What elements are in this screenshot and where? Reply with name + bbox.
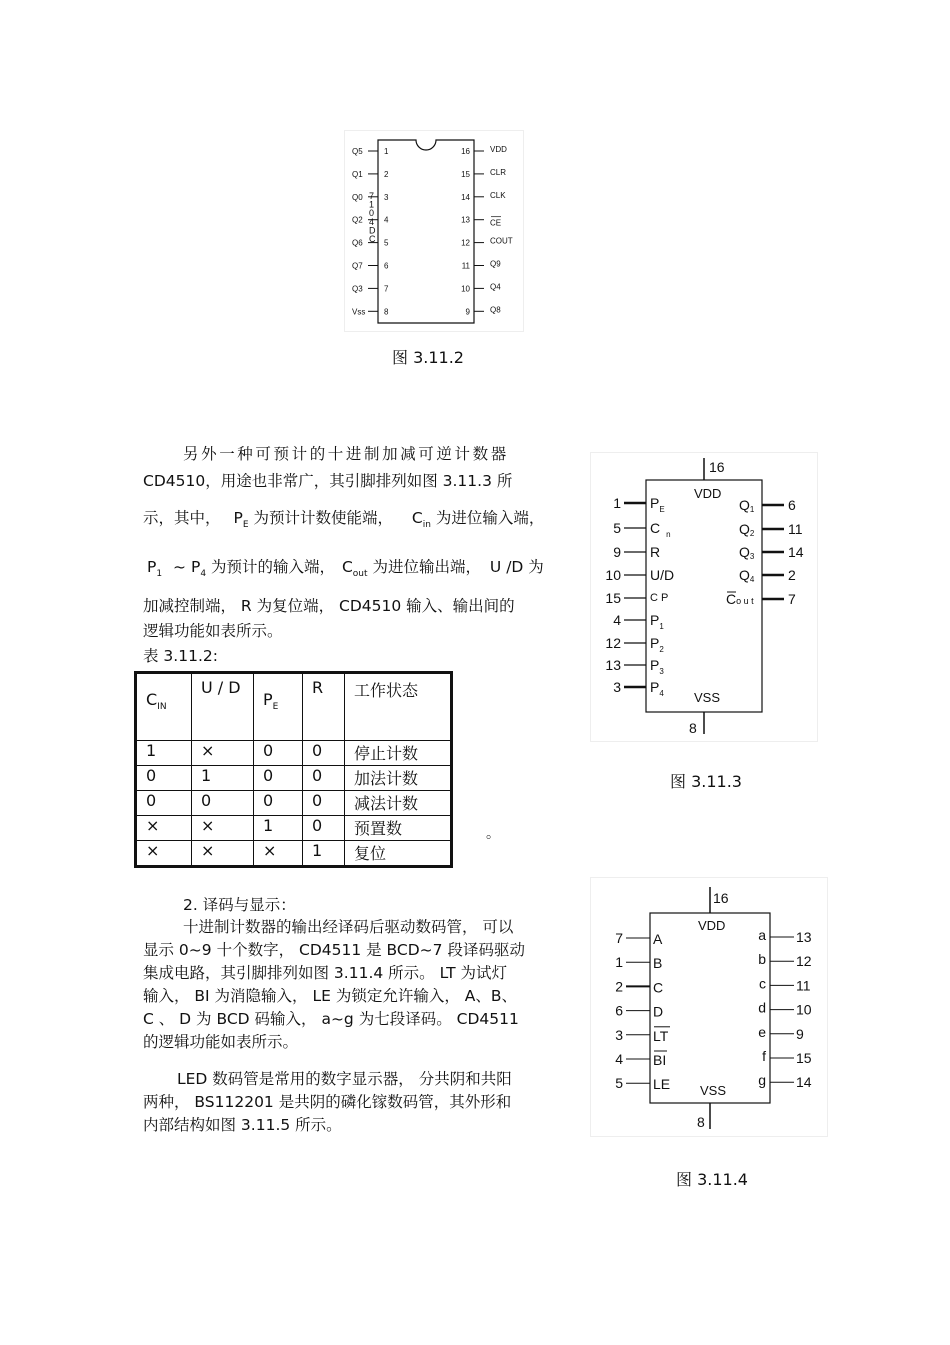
vdd-pin-number: 16 bbox=[709, 459, 725, 475]
ud-symbol: U /D bbox=[489, 558, 524, 576]
table-row bbox=[136, 741, 452, 766]
paragraph-line-1: 另外一种可预计的十进制加减可逆计数器 bbox=[183, 445, 509, 463]
chip-label-char: 0 bbox=[369, 208, 375, 219]
pin-label: B bbox=[653, 955, 663, 972]
figure-3-11-2-caption: 图 3.11.2 bbox=[392, 348, 464, 367]
paragraph-line-3 bbox=[143, 506, 544, 530]
table-cell: × bbox=[192, 741, 254, 766]
pin-label: R bbox=[650, 544, 661, 560]
stray-mark: 。 bbox=[486, 826, 500, 842]
pin-number: 3 bbox=[384, 192, 389, 202]
chip-label-char: 4 bbox=[369, 216, 375, 227]
pin-number: 1 bbox=[615, 954, 623, 971]
table-cell: 减法计数 bbox=[345, 791, 452, 816]
table-cell: 停止计数 bbox=[345, 741, 452, 766]
table-cell: 预置数 bbox=[345, 816, 452, 841]
p1-line: 集成电路，其引脚排列如图 3.11.4 所示。 LT 为试灯 bbox=[143, 964, 507, 982]
pin-name: Q3 bbox=[352, 284, 363, 294]
table-body bbox=[136, 741, 452, 867]
table-cell: 0 bbox=[303, 791, 345, 816]
pin-number: 14 bbox=[788, 544, 804, 560]
pin-number: 14 bbox=[796, 1074, 812, 1091]
figure-3-11-4-diagram bbox=[590, 877, 828, 1137]
pin-number: 10 bbox=[605, 567, 621, 583]
table-cell: 复位 bbox=[345, 841, 452, 867]
pin-number: 8 bbox=[384, 307, 389, 317]
pin-label: LT bbox=[653, 1027, 669, 1044]
table-cell: 1 bbox=[303, 841, 345, 867]
pin-number: 12 bbox=[461, 238, 470, 248]
table-cell: 0 bbox=[254, 766, 303, 791]
table-cell: × bbox=[254, 841, 303, 867]
p4-symbol: $P_4$ bbox=[190, 558, 207, 580]
table-cell: 0 bbox=[303, 816, 345, 841]
figure-3-11-4-caption: 图 3.11.4 bbox=[676, 1170, 748, 1189]
pin-name: Q1 bbox=[352, 169, 363, 179]
header-r: R bbox=[303, 673, 345, 741]
figure-3-11-2-diagram bbox=[344, 130, 524, 332]
pin-number: 11 bbox=[461, 261, 470, 271]
pin-label: b bbox=[758, 951, 766, 968]
p1-line: 输入， BI 为消隐输入， LE 为锁定允许输入， A、B、 bbox=[143, 987, 518, 1005]
p2-line: LED 数码管是常用的数字显示器， 分共阴和共阳 bbox=[177, 1070, 512, 1088]
cin-symbol: $C_{in}$ bbox=[411, 509, 431, 531]
pin-name: Q8 bbox=[490, 305, 501, 315]
table-cell: 0 bbox=[303, 741, 345, 766]
pin-number: 4 bbox=[613, 612, 621, 628]
pin-label: c bbox=[759, 975, 766, 992]
p2-line: 内部结构如图 3.11.5 所示。 bbox=[143, 1116, 342, 1134]
pin-number: 4 bbox=[384, 215, 389, 225]
p1-symbol: $P_1$ bbox=[147, 558, 163, 580]
vss-label: VSS bbox=[700, 1083, 727, 1098]
pin-number: 5 bbox=[613, 520, 621, 536]
table-cell: 1 bbox=[136, 741, 192, 766]
pin-name: Q5 bbox=[352, 147, 363, 156]
chip-label bbox=[369, 191, 376, 244]
paragraph-line-4 bbox=[147, 555, 544, 579]
pin-number: 7 bbox=[615, 930, 623, 946]
table-cell: 0 bbox=[136, 791, 192, 816]
line-3-text-c: 为进位输入端， bbox=[435, 509, 545, 527]
pin-number: 1 bbox=[384, 147, 389, 156]
pin-label: g bbox=[758, 1072, 766, 1089]
pin-number: 7 bbox=[788, 591, 796, 607]
table-cell: 1 bbox=[254, 816, 303, 841]
pin-label: $P_4$ bbox=[650, 679, 664, 698]
pin-number: 13 bbox=[461, 215, 470, 225]
pin-name: Q6 bbox=[352, 238, 363, 248]
logic-function-table bbox=[134, 671, 453, 868]
pin-label: Q1 bbox=[739, 497, 755, 514]
pin-number: 15 bbox=[461, 169, 470, 179]
right-pin-group bbox=[758, 927, 812, 1090]
pin-number: 10 bbox=[796, 1001, 812, 1018]
pin-number: 6 bbox=[788, 497, 796, 513]
pin-name: Q9 bbox=[490, 259, 501, 269]
right-pin-group bbox=[726, 497, 804, 607]
pin-number: 15 bbox=[605, 590, 621, 606]
pin-label: $P_3$ bbox=[650, 657, 664, 676]
pin-number: 5 bbox=[384, 238, 389, 248]
pin-label: Q2 bbox=[739, 521, 755, 538]
pin-label: C $_n$ bbox=[650, 520, 671, 539]
pin-label: $P_E$ bbox=[650, 495, 665, 514]
header-ud: U / D bbox=[192, 673, 254, 741]
table-header-row bbox=[136, 673, 452, 741]
pin-number: 6 bbox=[615, 1002, 623, 1019]
pin-number: 11 bbox=[788, 521, 803, 537]
table-row bbox=[136, 791, 452, 816]
vss-pin-number: 8 bbox=[689, 720, 697, 736]
table-cell: 0 bbox=[192, 791, 254, 816]
chip-label-char: 7 bbox=[369, 191, 375, 201]
pin-number: 14 bbox=[461, 192, 470, 202]
vdd-label: VDD bbox=[694, 486, 722, 501]
pin-label: a bbox=[758, 927, 766, 943]
pin-label: Q4 bbox=[739, 567, 755, 584]
table-row bbox=[136, 841, 452, 867]
paragraph-line-5: 加减控制端， R 为复位端， CD4510 输入、输出间的 bbox=[143, 597, 515, 615]
left-pin-group bbox=[615, 930, 670, 1092]
pin-number: 4 bbox=[615, 1051, 623, 1067]
table-cell: 加法计数 bbox=[345, 766, 452, 791]
pin-name: Q4 bbox=[490, 282, 501, 292]
pin-number: 2 bbox=[788, 567, 796, 583]
pin-number: 12 bbox=[605, 635, 621, 651]
pin-number: 2 bbox=[615, 978, 623, 995]
pin-label: $P_2$ bbox=[650, 635, 664, 654]
p2-line: 两种， BS112201 是共阴的磷化镓数码管，其外形和 bbox=[143, 1093, 512, 1111]
pin-number: 10 bbox=[461, 284, 470, 294]
pin-label: f bbox=[762, 1048, 766, 1064]
pin-number: 13 bbox=[796, 929, 812, 945]
pin-name: Q2 bbox=[352, 215, 363, 225]
header-pe: $P_E$ bbox=[254, 673, 303, 741]
pin-label: e bbox=[758, 1023, 766, 1040]
pin-number: 12 bbox=[796, 953, 812, 970]
chip-label-char: D bbox=[369, 225, 376, 236]
tilde: ~ bbox=[173, 558, 187, 576]
pin-number: 13 bbox=[605, 657, 621, 673]
chip-body bbox=[650, 913, 770, 1103]
pin-number: 16 bbox=[461, 147, 470, 156]
pin-label: d bbox=[758, 999, 766, 1016]
left-pin-group bbox=[605, 495, 674, 698]
table-cell: 0 bbox=[254, 741, 303, 766]
p1-line: C 、 D 为 BCD 码输入， a~g 为七段译码。 CD4511 bbox=[143, 1010, 519, 1028]
pin-name: Q0 bbox=[352, 192, 363, 202]
section-2-heading: 2. 译码与显示： bbox=[183, 896, 296, 914]
pin-name: VDD bbox=[490, 145, 507, 154]
vdd-label: VDD bbox=[698, 918, 726, 933]
pin-label: Q3 bbox=[739, 544, 755, 561]
section-2-paragraph-1 bbox=[143, 916, 575, 1054]
p1-line: 十进制计数器的输出经译码后驱动数码管， 可以 bbox=[183, 918, 514, 936]
p1-line: 的逻辑功能如表所示。 bbox=[143, 1033, 299, 1051]
chip-body bbox=[378, 140, 474, 323]
pin-label: C bbox=[653, 979, 664, 996]
table-caption: 表 3.11.2: bbox=[143, 647, 218, 665]
cout-symbol: $C_{out}$ bbox=[341, 558, 368, 580]
table-row bbox=[136, 816, 452, 841]
pin-name: Vss bbox=[352, 307, 366, 317]
vss-pin-number: 8 bbox=[697, 1114, 705, 1130]
pin-name: COUT bbox=[490, 236, 513, 246]
pin-number: 9 bbox=[465, 307, 470, 317]
p1-line: 显示 0~9 十个数字， CD4511 是 BCD~7 段译码驱动 bbox=[143, 941, 525, 959]
pin-label: BI bbox=[653, 1052, 667, 1068]
pin-name: CLR bbox=[490, 167, 507, 177]
table-row bbox=[136, 766, 452, 791]
pin-name: CE bbox=[490, 218, 502, 228]
pe-symbol: $P_E$ bbox=[233, 509, 249, 531]
chip-label-char: 1 bbox=[369, 199, 375, 210]
line-4-text-b: 为进位输出端， bbox=[372, 558, 481, 576]
pin-name: CLK bbox=[490, 190, 506, 200]
pin-number: 15 bbox=[796, 1050, 812, 1066]
pin-number: 5 bbox=[615, 1075, 623, 1092]
vdd-pin-number: 16 bbox=[713, 890, 729, 906]
vss-label: VSS bbox=[694, 690, 721, 705]
line-3-text-b: 为预计计数使能端， bbox=[253, 509, 393, 527]
pin-number: 2 bbox=[384, 169, 389, 179]
figure-3-11-3-caption: 图 3.11.3 bbox=[670, 772, 742, 791]
chip-label-char: C bbox=[369, 234, 376, 244]
pin-number: 9 bbox=[796, 1025, 804, 1042]
pin-number: 9 bbox=[613, 544, 621, 560]
pin-number: 11 bbox=[796, 977, 811, 994]
pin-label: Co u t bbox=[726, 591, 754, 607]
line-3-text-a: 示，其中， bbox=[143, 509, 221, 527]
header-cin: $C_{IN}$ bbox=[136, 673, 192, 741]
pin-number: 7 bbox=[384, 284, 389, 294]
line-4-text-c: 为 bbox=[528, 558, 544, 576]
table-cell: × bbox=[192, 816, 254, 841]
figure-3-11-3-diagram bbox=[590, 452, 818, 742]
header-state: 工作状态 bbox=[345, 673, 452, 741]
pin-label: C P bbox=[650, 592, 669, 604]
pin-label: LE bbox=[653, 1076, 671, 1093]
paragraph-line-2: CD4510，用途也非常广，其引脚排列如图 3.11.3 所 bbox=[143, 472, 513, 490]
table-cell: 0 bbox=[254, 791, 303, 816]
pin-label: D bbox=[653, 1003, 664, 1020]
pin-label: $P_1$ bbox=[650, 612, 664, 631]
pin-label: U/D bbox=[650, 567, 675, 583]
table-cell: 0 bbox=[303, 766, 345, 791]
pin-label: A bbox=[653, 931, 663, 947]
table-cell: × bbox=[136, 841, 192, 867]
pin-number: 6 bbox=[384, 261, 389, 271]
table-cell: × bbox=[136, 816, 192, 841]
line-4-text-a: 为预计的输入端， bbox=[211, 558, 336, 576]
right-pin-group bbox=[461, 145, 513, 316]
pin-name: Q7 bbox=[352, 261, 363, 271]
table-cell: × bbox=[192, 841, 254, 867]
paragraph-line-6: 逻辑功能如表所示。 bbox=[143, 622, 283, 640]
table-cell: 0 bbox=[136, 766, 192, 791]
table-cell: 1 bbox=[192, 766, 254, 791]
pin-number: 3 bbox=[613, 679, 621, 695]
pin-number: 1 bbox=[613, 495, 621, 511]
section-2-paragraph-2 bbox=[143, 1068, 575, 1137]
pin-number: 3 bbox=[615, 1026, 623, 1043]
